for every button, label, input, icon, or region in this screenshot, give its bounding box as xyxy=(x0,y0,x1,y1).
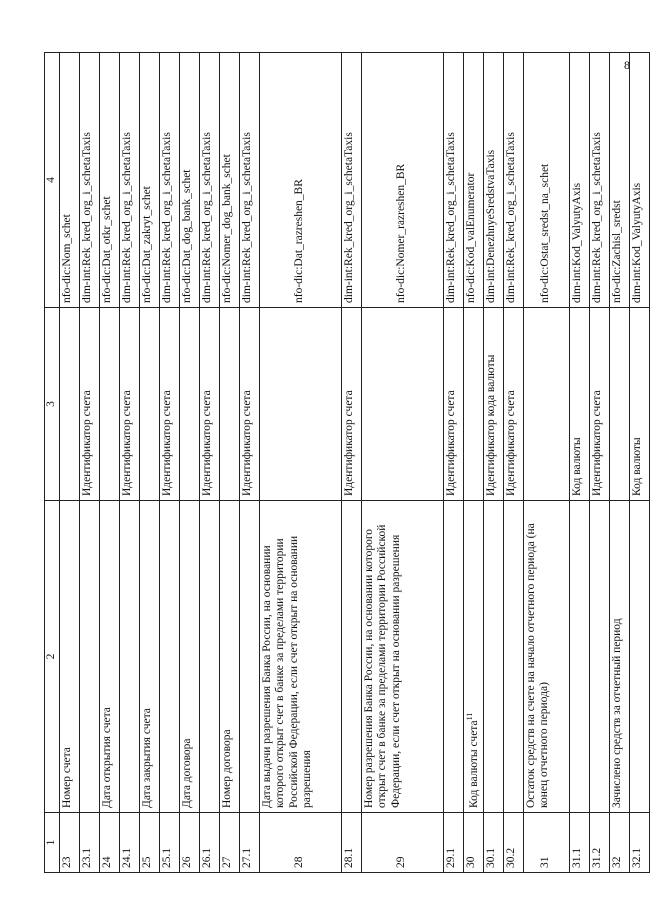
table-row xyxy=(239,53,259,873)
table-row xyxy=(341,53,361,873)
row-code: nfo-dic:Dat_dog_bank_schet xyxy=(179,53,199,308)
table-row xyxy=(119,53,139,873)
row-name xyxy=(503,501,523,813)
row-name: Дата закрытия счета xyxy=(139,501,159,813)
row-type: Идентификатор счета xyxy=(79,308,99,501)
table-row xyxy=(463,53,483,873)
row-number: 23.1 xyxy=(79,813,99,873)
page-number: 8 xyxy=(624,58,630,72)
row-name xyxy=(79,501,99,813)
table-row xyxy=(219,53,239,873)
header-col-3: 3 xyxy=(45,308,60,501)
row-code: nfo-dic:Nomer_dog_bank_schet xyxy=(219,53,239,308)
row-type: Идентификатор счета xyxy=(503,308,523,501)
row-name: Остаток средств на счете на начало отчетного периода (на конец отчетного периода) xyxy=(523,501,569,813)
row-type xyxy=(361,308,443,501)
row-code: nfo-dic:Nom_schet xyxy=(59,53,79,308)
row-number: 29.1 xyxy=(443,813,463,873)
table-row xyxy=(361,53,443,873)
row-number: 30.2 xyxy=(503,813,523,873)
table-row xyxy=(59,53,79,873)
table-row xyxy=(523,53,569,873)
row-name-text: Код валюты счета xyxy=(467,720,480,808)
row-type: Идентификатор счета xyxy=(159,308,179,501)
row-type xyxy=(609,308,629,501)
row-type: Идентификатор счета xyxy=(443,308,463,501)
table-row xyxy=(179,53,199,873)
row-code: nfo-dic:Kod_valEnumerator xyxy=(463,53,483,308)
row-number: 30 xyxy=(463,813,483,873)
row-code: dim-int:Rek_kred_org_i_schetaTaxis xyxy=(119,53,139,308)
table-row xyxy=(259,53,341,873)
rotated-document xyxy=(44,53,643,873)
row-name: Дата выдачи разрешения Банка России, на основании которого открыт счет в банке за пределами территории Российской Федерации, если счет открыт на основании разрешения xyxy=(259,501,341,813)
row-number: 31.2 xyxy=(589,813,609,873)
row-type xyxy=(99,308,119,501)
row-name: Дата договора xyxy=(179,501,199,813)
row-code: nfo-dic:Dat_zakryt_schet xyxy=(139,53,159,308)
row-code: dim-int:Rek_kred_org_i_schetaTaxis xyxy=(239,53,259,308)
row-number: 31 xyxy=(523,813,569,873)
row-number: 31.1 xyxy=(569,813,589,873)
row-number: 28.1 xyxy=(341,813,361,873)
header-col-1: 1 xyxy=(45,813,60,873)
row-name xyxy=(483,501,503,813)
table-row xyxy=(569,53,589,873)
table-row xyxy=(609,53,629,873)
row-name xyxy=(569,501,589,813)
row-name xyxy=(463,501,483,813)
row-code: dim-int:Rek_kred_org_i_schetaTaxis xyxy=(589,53,609,308)
row-code: nfo-dic:Dat_razreshen_BR xyxy=(259,53,341,308)
row-number: 32.1 xyxy=(629,813,649,873)
row-code: dim-int:Kod_ValyutyAxis xyxy=(569,53,589,308)
row-type: Идентификатор счета xyxy=(589,308,609,501)
row-type xyxy=(219,308,239,501)
row-code: dim-int:Rek_kred_org_i_schetaTaxis xyxy=(159,53,179,308)
table-row xyxy=(629,53,649,873)
row-name xyxy=(629,501,649,813)
row-name xyxy=(443,501,463,813)
table-row xyxy=(443,53,463,873)
row-number: 25 xyxy=(139,813,159,873)
row-type: Идентификатор счета xyxy=(239,308,259,501)
row-type xyxy=(59,308,79,501)
row-type: Идентификатор кода валюты xyxy=(483,308,503,501)
row-code: nfo-dic:Nomer_razreshen_BR xyxy=(361,53,443,308)
row-type: Код валюты xyxy=(569,308,589,501)
row-code: dim-int:Rek_kred_org_i_schetaTaxis xyxy=(79,53,99,308)
row-number: 26 xyxy=(179,813,199,873)
table-header-row xyxy=(45,53,60,873)
row-name xyxy=(159,501,179,813)
header-col-4: 4 xyxy=(45,53,60,308)
row-type: Идентификатор счета xyxy=(341,308,361,501)
row-type xyxy=(463,308,483,501)
table-row xyxy=(159,53,179,873)
row-code: nfo-dic:Zachisl_sredst xyxy=(609,53,629,308)
row-number: 29 xyxy=(361,813,443,873)
row-type xyxy=(179,308,199,501)
row-name: Номер договора xyxy=(219,501,239,813)
row-number: 25.1 xyxy=(159,813,179,873)
row-name: Номер счета xyxy=(59,501,79,813)
footnote-marker: 11 xyxy=(464,712,474,721)
row-name: Дата открытия счета xyxy=(99,501,119,813)
row-number: 27.1 xyxy=(239,813,259,873)
row-code: dim-int:DenezhnyeSredstvaTaxis xyxy=(483,53,503,308)
row-number: 28 xyxy=(259,813,341,873)
table-row xyxy=(589,53,609,873)
table-row xyxy=(503,53,523,873)
row-type xyxy=(523,308,569,501)
row-name xyxy=(119,501,139,813)
row-name: Номер разрешения Банка России, на основании которого открыт счет в банке за пределами территории Российской Федерации, если счет открыт на основании разрешения xyxy=(361,501,443,813)
row-type: Идентификатор счета xyxy=(119,308,139,501)
row-name xyxy=(239,501,259,813)
row-number: 24.1 xyxy=(119,813,139,873)
table-row xyxy=(139,53,159,873)
data-table xyxy=(44,52,650,873)
row-code: nfo-dic:Ostat_sredst_na_schet xyxy=(523,53,569,308)
row-code: dim-int:Rek_kred_org_i_schetaTaxis xyxy=(341,53,361,308)
table-row xyxy=(199,53,219,873)
row-name xyxy=(341,501,361,813)
row-name xyxy=(199,501,219,813)
row-name xyxy=(589,501,609,813)
row-number: 30.1 xyxy=(483,813,503,873)
row-code: dim-int:Kod_ValyutyAxis xyxy=(629,53,649,308)
row-type: Идентификатор счета xyxy=(199,308,219,501)
row-code: dim-int:Rek_kred_org_i_schetaTaxis xyxy=(503,53,523,308)
row-number: 27 xyxy=(219,813,239,873)
row-code: dim-int:Rek_kred_org_i_schetaTaxis xyxy=(199,53,219,308)
row-code: dim-int:Rek_kred_org_i_schetaTaxis xyxy=(443,53,463,308)
table-row xyxy=(483,53,503,873)
row-number: 26.1 xyxy=(199,813,219,873)
table-row xyxy=(99,53,119,873)
row-number: 24 xyxy=(99,813,119,873)
row-number: 23 xyxy=(59,813,79,873)
row-name: Зачислено средств за отчетный период xyxy=(609,501,629,813)
row-type: Код валюты xyxy=(629,308,649,501)
table-row xyxy=(79,53,99,873)
row-number: 32 xyxy=(609,813,629,873)
header-col-2: 2 xyxy=(45,501,60,813)
row-type xyxy=(139,308,159,501)
row-type xyxy=(259,308,341,501)
row-code: nfo-dic:Dat_otkr_schet xyxy=(99,53,119,308)
